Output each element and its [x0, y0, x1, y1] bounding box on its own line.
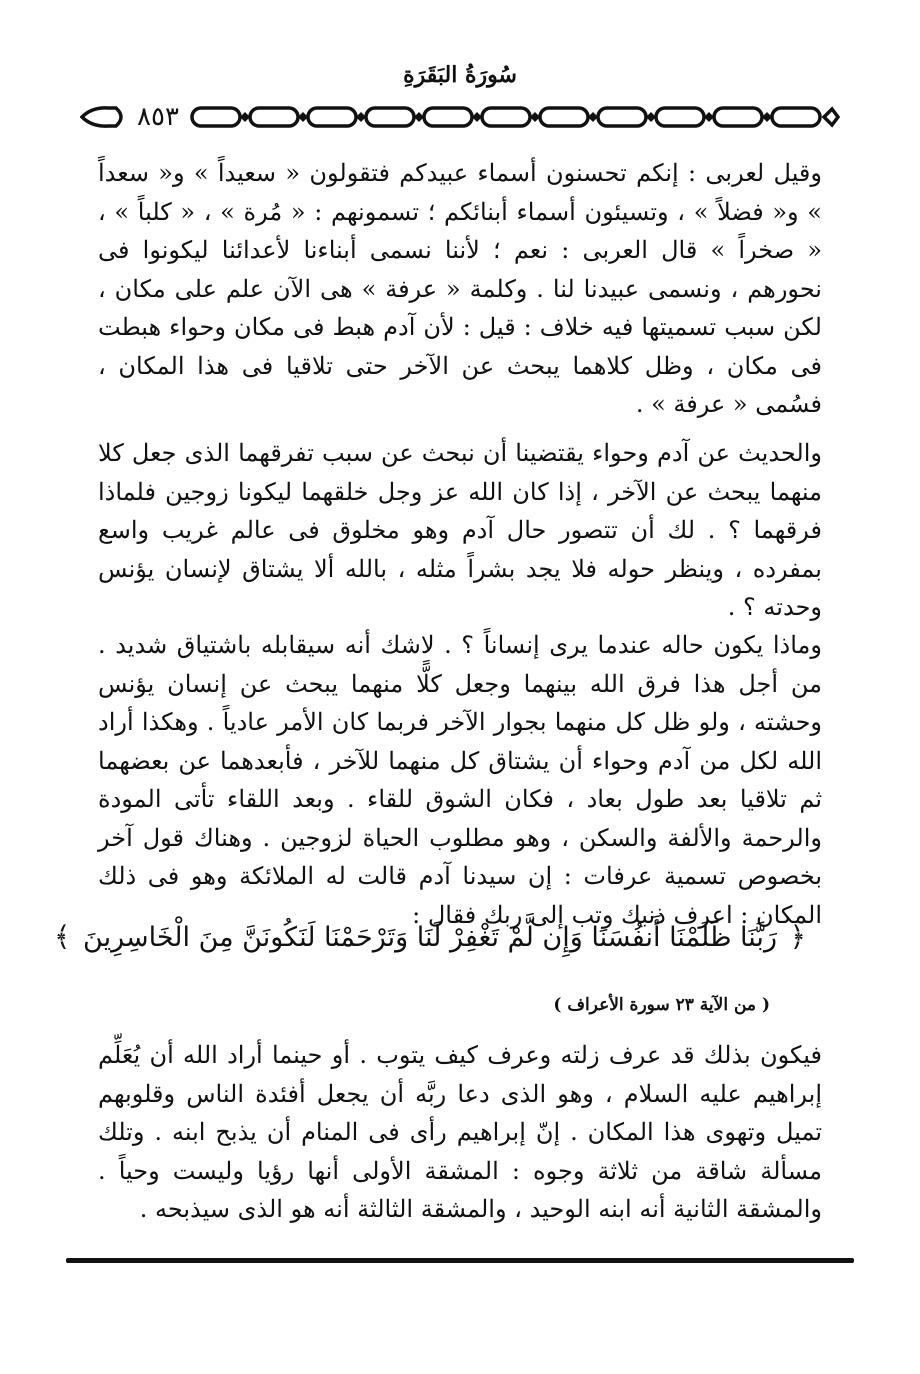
paragraph-1: وقيل لعربى : إنكم تحسنون أسماء عبيدكم فتقولون « سعيداً » و« سعداً » و« فضلاً » ، وتسيئون أسماء أبنائكم ؛ تسمونهم : « مُرة » ، « كلباً » ، « صخراً » قال العربى : نعم ؛ لأننا نسمى أبناءنا لأعدائنا ليكونوا فى نحورهم ، ونسمى عبيدنا لنا . وكلمة « عرفة » هى الآن علم على مكان ، لكن سبب تسميتها فيه خلاف : قيل : لأن آدم هبط فى مكان وحواء هبطت فى مكان ، وظل كلاهما يبحث عن الآخر حتى تلاقيا فى هذا المكان ، فسُمى « عرفة » .	[98, 159, 823, 418]
verse-text: رَبَّنَا ظَلَمْنَا أَنفُسَنَا وَإِن لَّمْ تَغْفِرْ لَنَا وَتَرْحَمْنَا لَنَكُونَنَّ مِنَ الْخَاسِرِينَ	[83, 922, 777, 953]
page-number: ٨٥٣	[128, 100, 188, 134]
verse-close-ornament: ﴾	[54, 920, 71, 953]
chain-ornament-border	[80, 100, 840, 134]
verse-open-ornament: ﴿	[789, 920, 806, 953]
paragraph-4: فيكون بذلك قد عرف زلته وعرف كيف يتوب . أو حينما أراد الله أن يُعَلِّم إبراهيم عليه السلام ، وهو الذى دعا ربَّه أن يجعل أفئدة الناس وقلوبهم تميل وتهوى هذا المكان . إنّ إبراهيم رأى فى المنام أن يذبح ابنه . وتلك مسألة شاقة من ثلاثة وجوه : المشقة الأولى أنها رؤيا وليست وحياً . والمشقة الثانية أنه ابنه الوحيد ، والمشقة الثالثة أنه هو الذى سيذبحه .	[98, 1041, 822, 1223]
bottom-divider	[66, 1258, 854, 1263]
paragraph-2: والحديث عن آدم وحواء يقتضينا أن نبحث عن سبب تفرقهما الذى جعل كلا منهما يبحث عن الآخر ، إذا كان الله عز وجل خلقهما ليكونا زوجين فلماذا فرقهما ؟ . لك أن تتصور حال آدم وهو مخلوق فى عالم غريب واسع بمفرده ، وينظر حوله فلا يجد بشراً مثله ، بالله ألا يشتاق لإنسان يؤنس وحدته ؟ .	[98, 439, 822, 621]
verse-reference: ( من الآية ٢٣ سورة الأعراف )	[553, 995, 770, 1015]
paragraph-3: وماذا يكون حاله عندما يرى إنساناً ؟ . لاشك أنه سيقابله باشتياق شديد . من أجل هذا فرق الله بينهما وجعل كلًّا منهما يبحث عن إنسان يؤنس وحشته ، ولو ظل كل منهما بجوار الآخر فربما كان الأمر عادياً . وهكذا أراد الله لكل من آدم وحواء أن يشتاق كل منهما للآخر ، فأبعدهما عن بعضهما ثم تلاقيا بعد طول بعاد ، فكان الشوق للقاء . وبعد اللقاء تأتى المودة والرحمة والألفة والسكن ، وهو مطلوب الحياة لزوجين . وهناك قول آخر بخصوص تسمية عرفات : إن سيدنا آدم قالت له الملائكة وهو فى ذلك المكان : اعرف ذنبك وتب إلى ربك فقال :	[98, 631, 823, 929]
quran-verse	[54, 912, 810, 962]
surah-title: سُورَةُ البَقَرَةِ	[403, 62, 517, 88]
